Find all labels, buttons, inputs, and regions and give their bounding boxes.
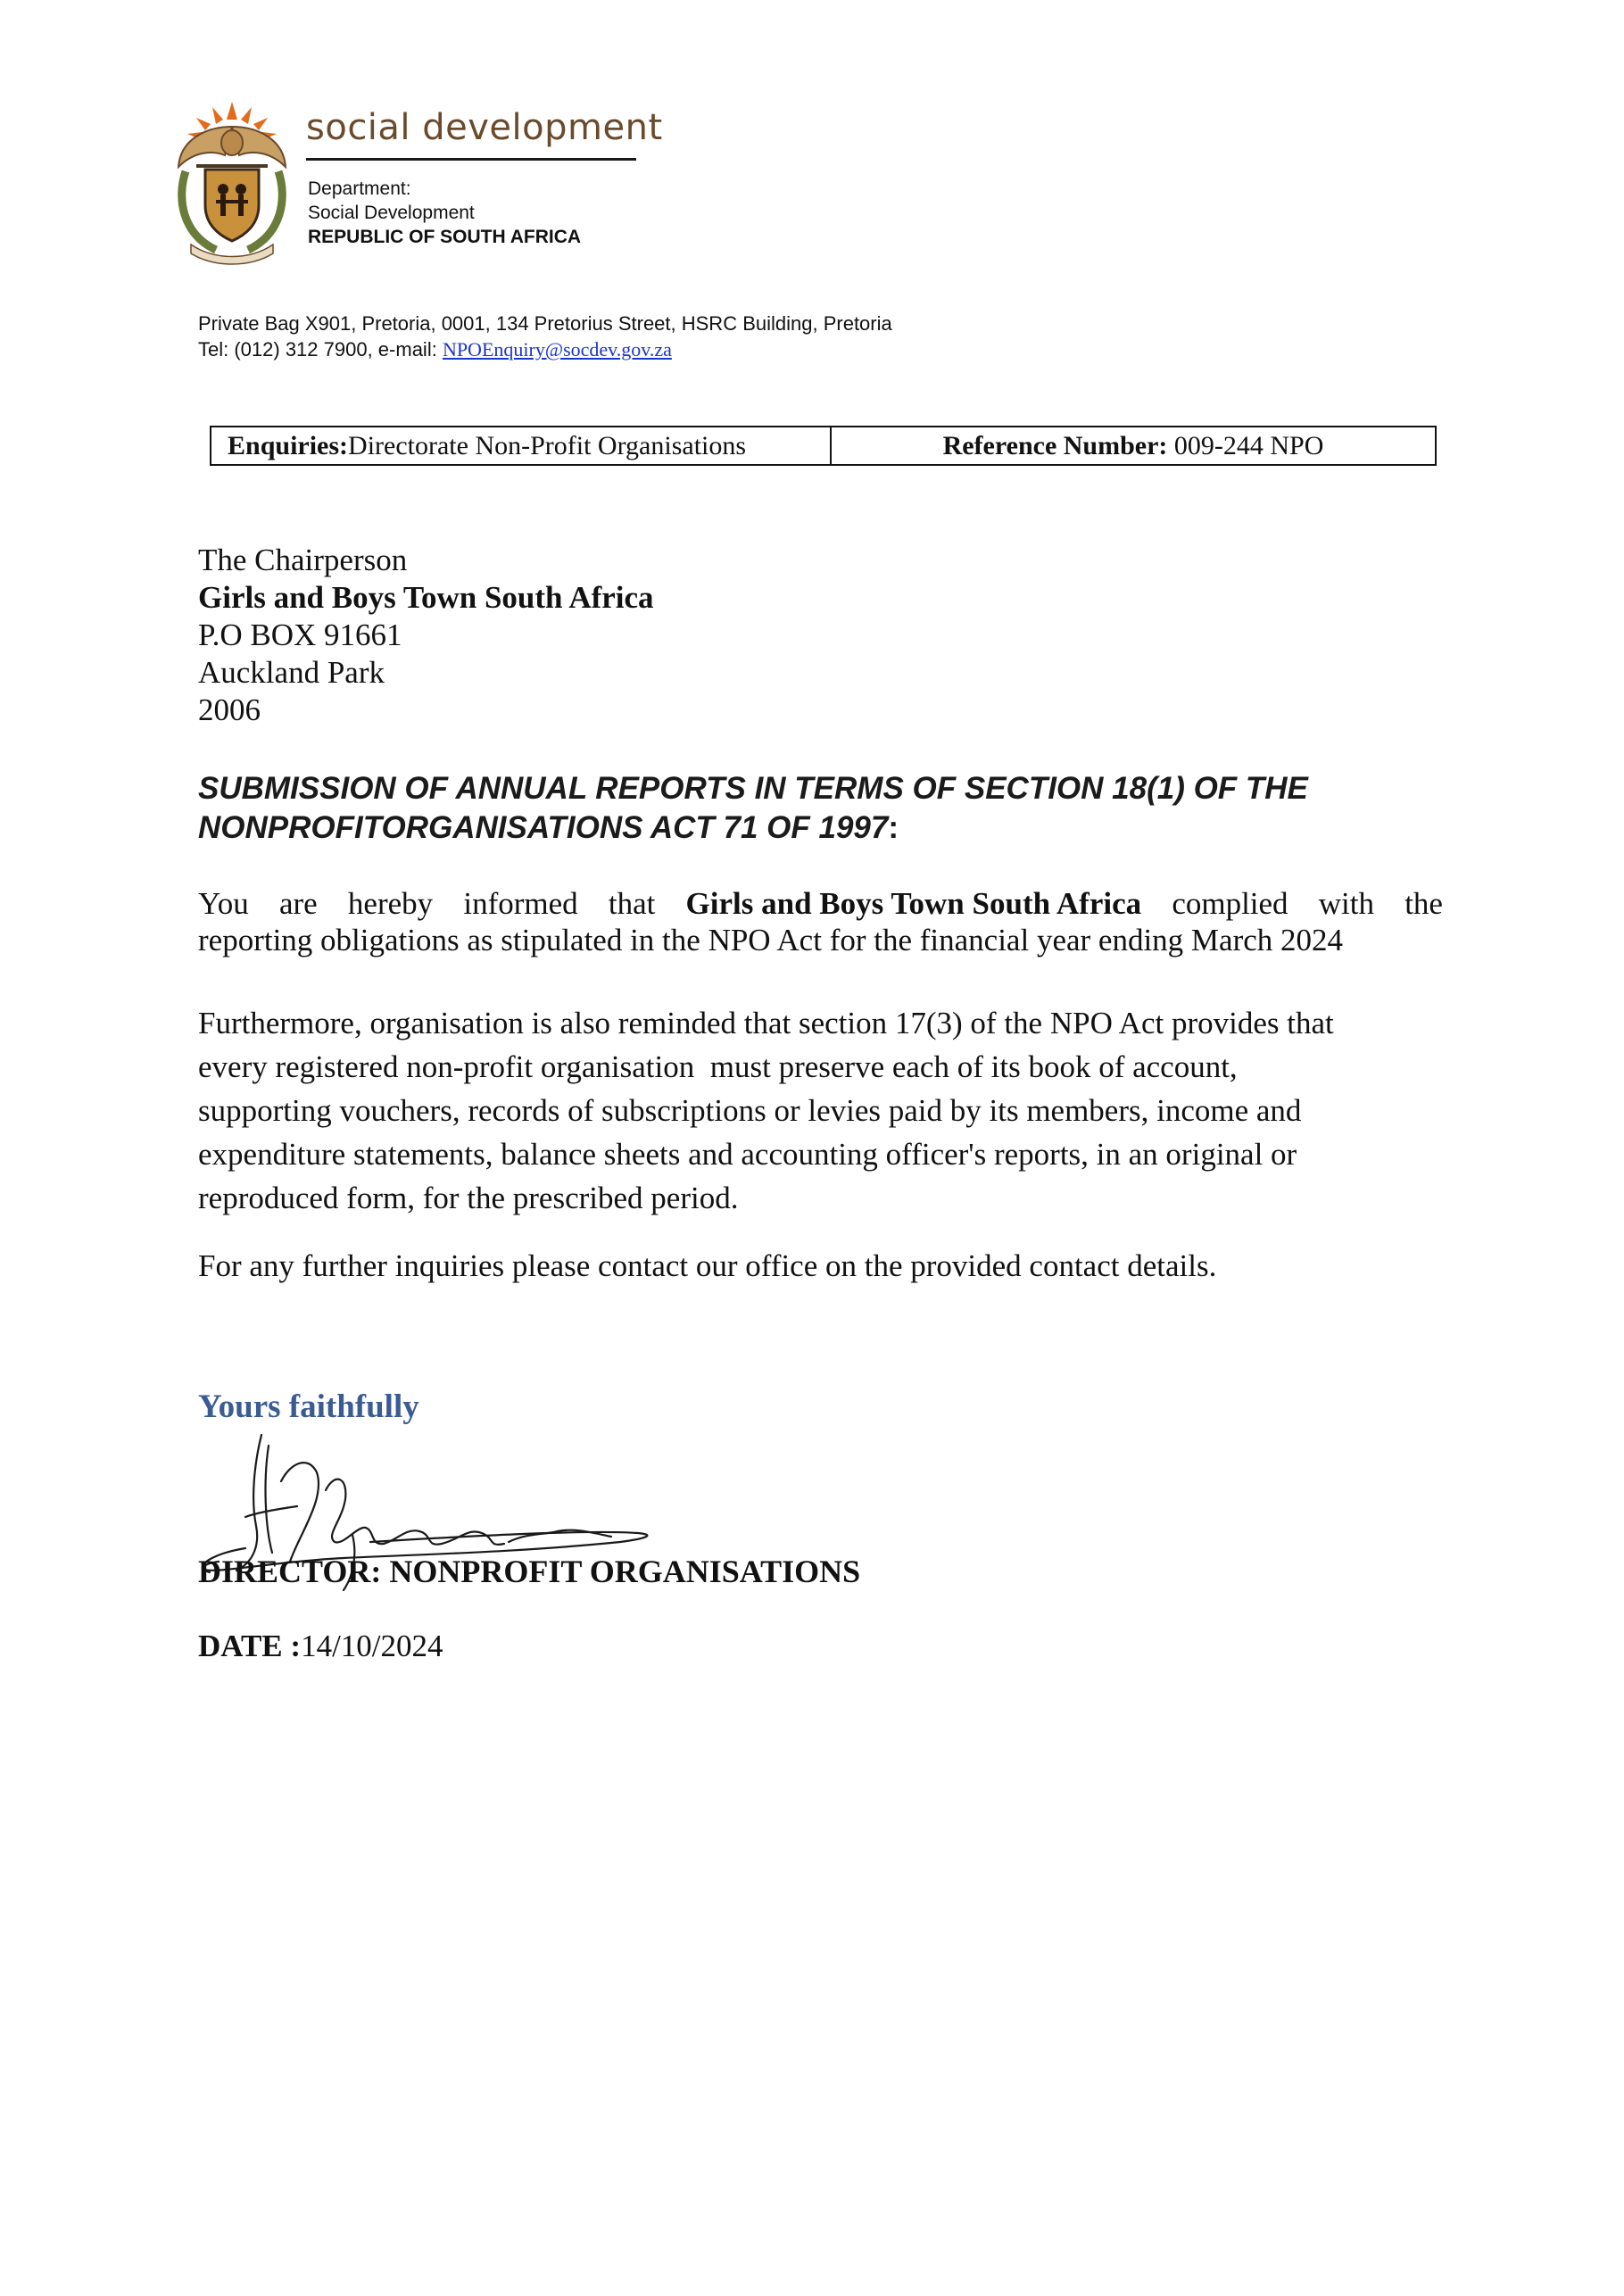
recipient-organisation: Girls and Boys Town South Africa: [198, 580, 654, 615]
email-link[interactable]: NPOEnquiry@socdev.gov.za: [442, 338, 672, 361]
paragraph-line: Furthermore, organisation is also reminded that section 17(3) of the NPO Act provides that: [198, 1006, 1334, 1040]
inquiries-paragraph: For any further inquiries please contact our office on the provided contact details.: [198, 1248, 1217, 1283]
date-label: DATE :: [198, 1629, 302, 1663]
date-value: 14/10/2024: [301, 1629, 443, 1663]
recipient-suburb: Auckland Park: [198, 655, 385, 690]
enquiries-cell: [211, 427, 832, 464]
paragraph-line: reproduced form, for the prescribed period.: [198, 1181, 739, 1215]
organisation-name: Girls and Boys Town South Africa: [685, 886, 1142, 921]
reminder-paragraph: [198, 1001, 1334, 1220]
subject-heading: [198, 769, 1447, 848]
department-block: [308, 177, 581, 249]
paragraph-line: reporting obligations as stipulated in the NPO Act for the financial year ending March 2024: [198, 923, 1344, 957]
postal-address: Private Bag X901, Pretoria, 0001, 134 Pretorius Street, HSRC Building, Pretoria: [198, 312, 892, 335]
enquiries-label: Enquiries:: [228, 430, 349, 460]
reference-cell: [832, 427, 1435, 464]
subject-line-2: NONPROFITORGANISATIONS ACT 71 OF 1997:: [198, 810, 899, 845]
paragraph-line: expenditure statements, balance sheets and accounting officer's reports, in an original or: [198, 1137, 1297, 1172]
closing-salutation: Yours faithfully: [198, 1388, 419, 1425]
paragraph-line: every registered non-profit organisation must preserve each of its book of account,: [198, 1049, 1238, 1084]
header-rule: [306, 158, 636, 161]
subject-line-1: SUBMISSION OF ANNUAL REPORTS IN TERMS OF SECTION 18(1) OF THE: [198, 771, 1308, 806]
reference-table: [210, 426, 1437, 466]
reference-value: 009-244 NPO: [1167, 430, 1324, 460]
telephone-text: Tel: (012) 312 7900, e-mail:: [198, 338, 443, 361]
coat-of-arms-logo: [170, 100, 294, 265]
signatory-title: DIRECTOR: NONPROFIT ORGANISATIONS: [198, 1554, 861, 1589]
recipient-address: [198, 542, 654, 729]
recipient-title: The Chairperson: [198, 543, 408, 577]
enquiries-value: Directorate Non-Profit Organisations: [348, 430, 747, 460]
department-label: Department:: [308, 178, 411, 199]
department-wordmark: social development: [306, 107, 663, 148]
paragraph-line: You are hereby informed that Girls and Boys Town South Africa complied with the: [198, 886, 1443, 921]
recipient-po-box: P.O BOX 91661: [198, 618, 402, 652]
contact-line: [198, 336, 892, 362]
compliance-paragraph: [198, 885, 1443, 958]
contact-address: [198, 311, 892, 362]
department-name: Social Development: [308, 203, 475, 223]
country-name: REPUBLIC OF SOUTH AFRICA: [308, 227, 582, 247]
reference-label: Reference Number:: [942, 430, 1168, 460]
recipient-postcode: 2006: [198, 692, 261, 727]
letter-date: [198, 1629, 443, 1664]
paragraph-line: supporting vouchers, records of subscriptions or levies paid by its members, income and: [198, 1093, 1302, 1128]
